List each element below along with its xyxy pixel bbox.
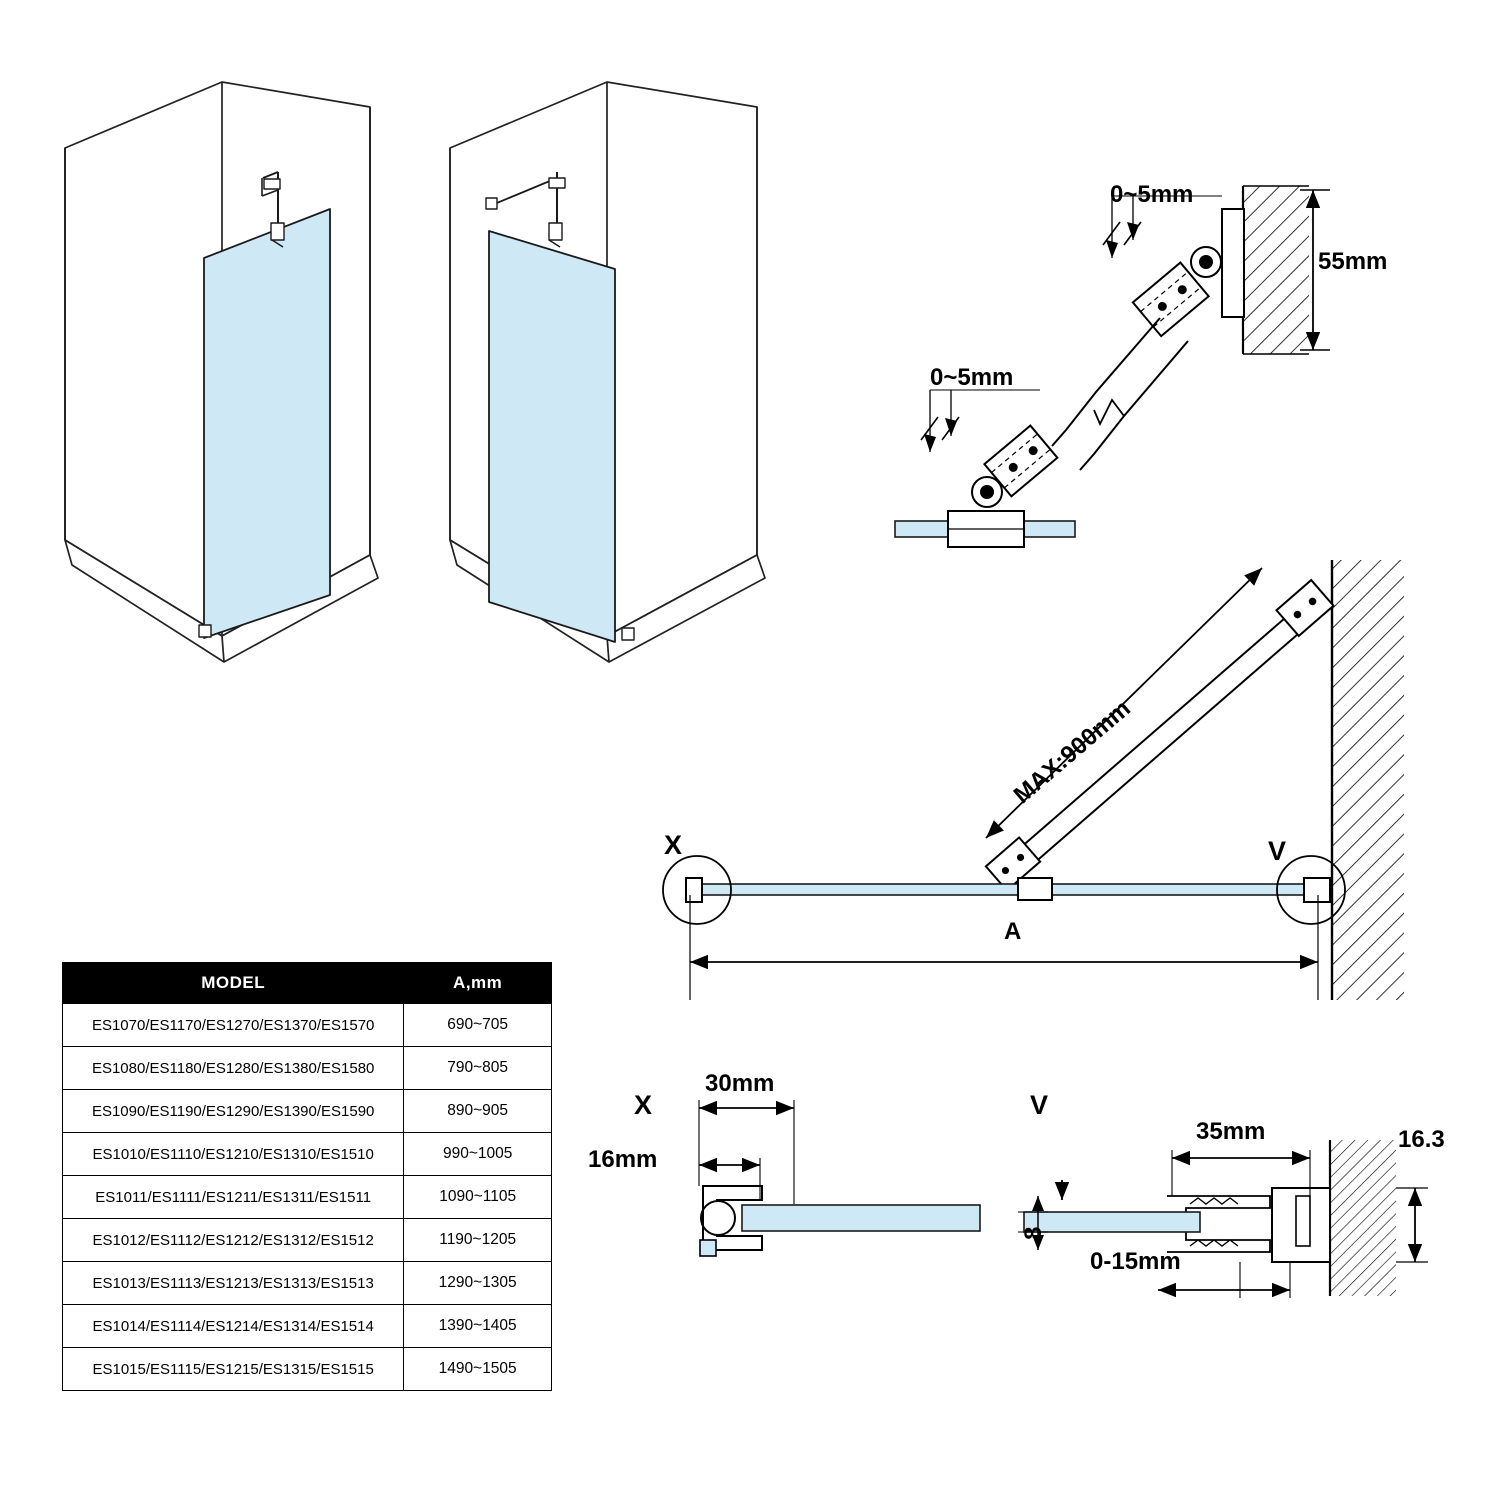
cell-model: ES1090/ES1190/ES1290/ES1390/ES1590 [63,1090,404,1133]
table-row [63,1348,552,1391]
table-row [63,1133,552,1176]
cell-a-dimension: 990~1005 [404,1133,552,1176]
callout-bar-max-length: MAX:900mm [1008,694,1136,810]
cell-a-dimension: 1190~1205 [404,1219,552,1262]
cell-model: ES1012/ES1112/ES1212/ES1312/ES1512 [63,1219,404,1262]
marker-v: V [1268,836,1287,866]
callout-bracket-lower-gap: 0~5mm [930,364,1014,391]
cell-model: ES1011/ES1111/ES1211/ES1311/ES1511 [63,1176,404,1219]
table-row [63,1047,552,1090]
callout-bracket-wall-height: 55mm [1318,248,1388,275]
cell-model: ES1013/ES1113/ES1213/ES1313/ES1513 [63,1262,404,1305]
cell-model: ES1014/ES1114/ES1214/ES1314/ES1514 [63,1305,404,1348]
detail-v-width-label: 35mm [1196,1118,1266,1145]
isometric-view-left-panel [65,82,378,662]
detail-x-inner-label: 16mm [588,1146,658,1173]
detail-x-width-label: 30mm [705,1070,775,1097]
cell-a-dimension: 790~805 [404,1047,552,1090]
detail-v-glass-label: 8 [1020,1226,1047,1240]
table-row [63,1090,552,1133]
table-header-row [63,963,552,1004]
cell-a-dimension: 1390~1405 [404,1305,552,1348]
model-dimension-table [62,962,552,1391]
cell-a-dimension: 1290~1305 [404,1262,552,1305]
column-header-model: MODEL [63,963,404,1004]
cell-model: ES1010/ES1110/ES1210/ES1310/ES1510 [63,1133,404,1176]
isometric-view-right-panel [450,82,765,662]
cell-a-dimension: 890~905 [404,1090,552,1133]
table-row [63,1262,552,1305]
detail-v-marker: V [1030,1090,1049,1120]
cell-model: ES1070/ES1170/ES1270/ES1370/ES1570 [63,1004,404,1047]
cell-a-dimension: 1490~1505 [404,1348,552,1391]
callout-bracket-top-gap: 0~5mm [1110,181,1194,208]
table-row [63,1176,552,1219]
table-row [63,1004,552,1047]
cell-a-dimension: 690~705 [404,1004,552,1047]
table-row [63,1305,552,1348]
detail-x-wall-profile-section [699,1100,980,1256]
column-header-a: A,mm [404,963,552,1004]
cell-model: ES1080/ES1180/ES1280/ES1380/ES1580 [63,1047,404,1090]
marker-x: X [664,830,683,860]
detail-v-wall-profile-section [1018,1140,1428,1298]
table-row [63,1219,552,1262]
cell-model: ES1015/ES1115/ES1215/ES1315/ES1515 [63,1348,404,1391]
cell-a-dimension: 1090~1105 [404,1176,552,1219]
callout-plan-dim-a: A [1004,918,1022,945]
detail-v-height-label: 16.3 [1398,1126,1445,1153]
detail-v-adjust-label: 0-15mm [1090,1248,1181,1275]
detail-x-marker: X [634,1090,653,1120]
